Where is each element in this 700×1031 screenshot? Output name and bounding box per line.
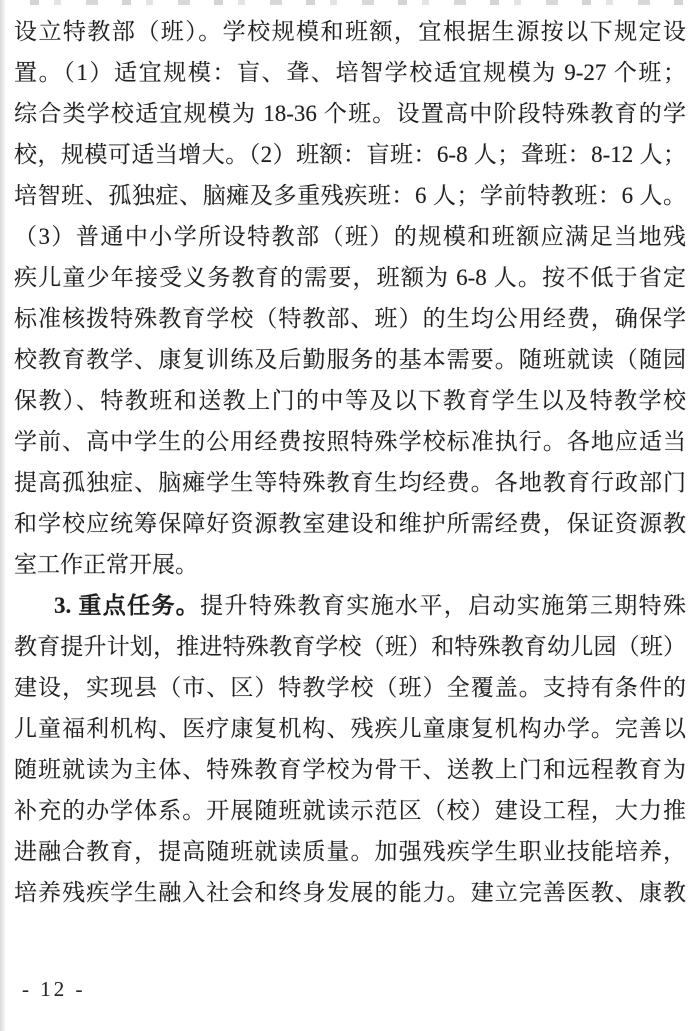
body-text-line: 学前、高中学生的公用经费按照特殊学校标准执行。各地应适当 — [14, 429, 686, 454]
body-text-line: 疾儿童少年接受义务教育的需要，班额为 6-8 人。按不低于省定 — [14, 265, 686, 290]
body-text-line: 培养残疾学生融入社会和终身发展的能力。建立完善医教、康教 — [14, 880, 686, 905]
body-text-line: 教育提升计划，推进特殊教育学校（班）和特殊教育幼儿园（班） — [14, 634, 686, 659]
body-text-line: 综合类学校适宜规模为 18-36 个班。设置高中阶段特殊教育的学 — [14, 101, 686, 126]
body-text-line: 提高孤独症、脑瘫学生等特殊教育生均经费。各地教育行政部门 — [14, 470, 686, 495]
body-text-line: 随班就读为主体、特殊教育学校为骨干、送教上门和远程教育为 — [14, 757, 686, 782]
section-heading-rest: 提升特殊教育实施水平，启动实施第三期特殊 — [200, 593, 686, 618]
body-text-line: 保教）、特教班和送教上门的中等及以下教育学生以及特教学校 — [14, 388, 686, 413]
page-number: - 12 - — [22, 977, 86, 1001]
body-text-line: 校，规模可适当增大。（2）班额：盲班：6-8 人；聋班：8-12 人； — [14, 142, 686, 167]
body-text-line: 室工作正常开展。 — [14, 552, 198, 577]
section-heading-line — [14, 585, 686, 626]
body-text-line: 标准核拨特殊教育学校（特教部、班）的生均公用经费，确保学 — [14, 306, 686, 331]
section-heading: 3. 重点任务。 — [54, 593, 201, 618]
body-text-line: 儿童福利机构、医疗康复机构、残疾儿童康复机构办学。完善以 — [14, 716, 686, 741]
document-body — [14, 11, 686, 913]
body-text-line: 补充的办学体系。开展随班就读示范区（校）建设工程，大力推 — [14, 798, 686, 823]
body-text-line: 进融合教育，提高随班就读质量。加强残疾学生职业技能培养， — [14, 839, 686, 864]
body-text-line: （3）普通中小学所设特教部（班）的规模和班额应满足当地残 — [14, 224, 686, 249]
body-text-line: 置。（1）适宜规模：盲、聋、培智学校适宜规模为 9-27 个班； — [14, 60, 686, 85]
body-text-line: 设立特教部（班）。学校规模和班额，宜根据生源按以下规定设 — [14, 19, 686, 44]
body-text-line: 校教育教学、康复训练及后勤服务的基本需要。随班就读（随园 — [14, 347, 686, 372]
body-text-line: 和学校应统筹保障好资源教室建设和维护所需经费，保证资源教 — [14, 511, 686, 536]
scan-top-artifact — [30, 0, 686, 5]
body-text-line: 建设，实现县（市、区）特教学校（班）全覆盖。支持有条件的 — [14, 675, 686, 700]
scan-edge-artifact — [0, 0, 6, 1031]
body-text-line: 培智班、孤独症、脑瘫及多重残疾班：6 人；学前特教班：6 人。 — [14, 183, 686, 208]
